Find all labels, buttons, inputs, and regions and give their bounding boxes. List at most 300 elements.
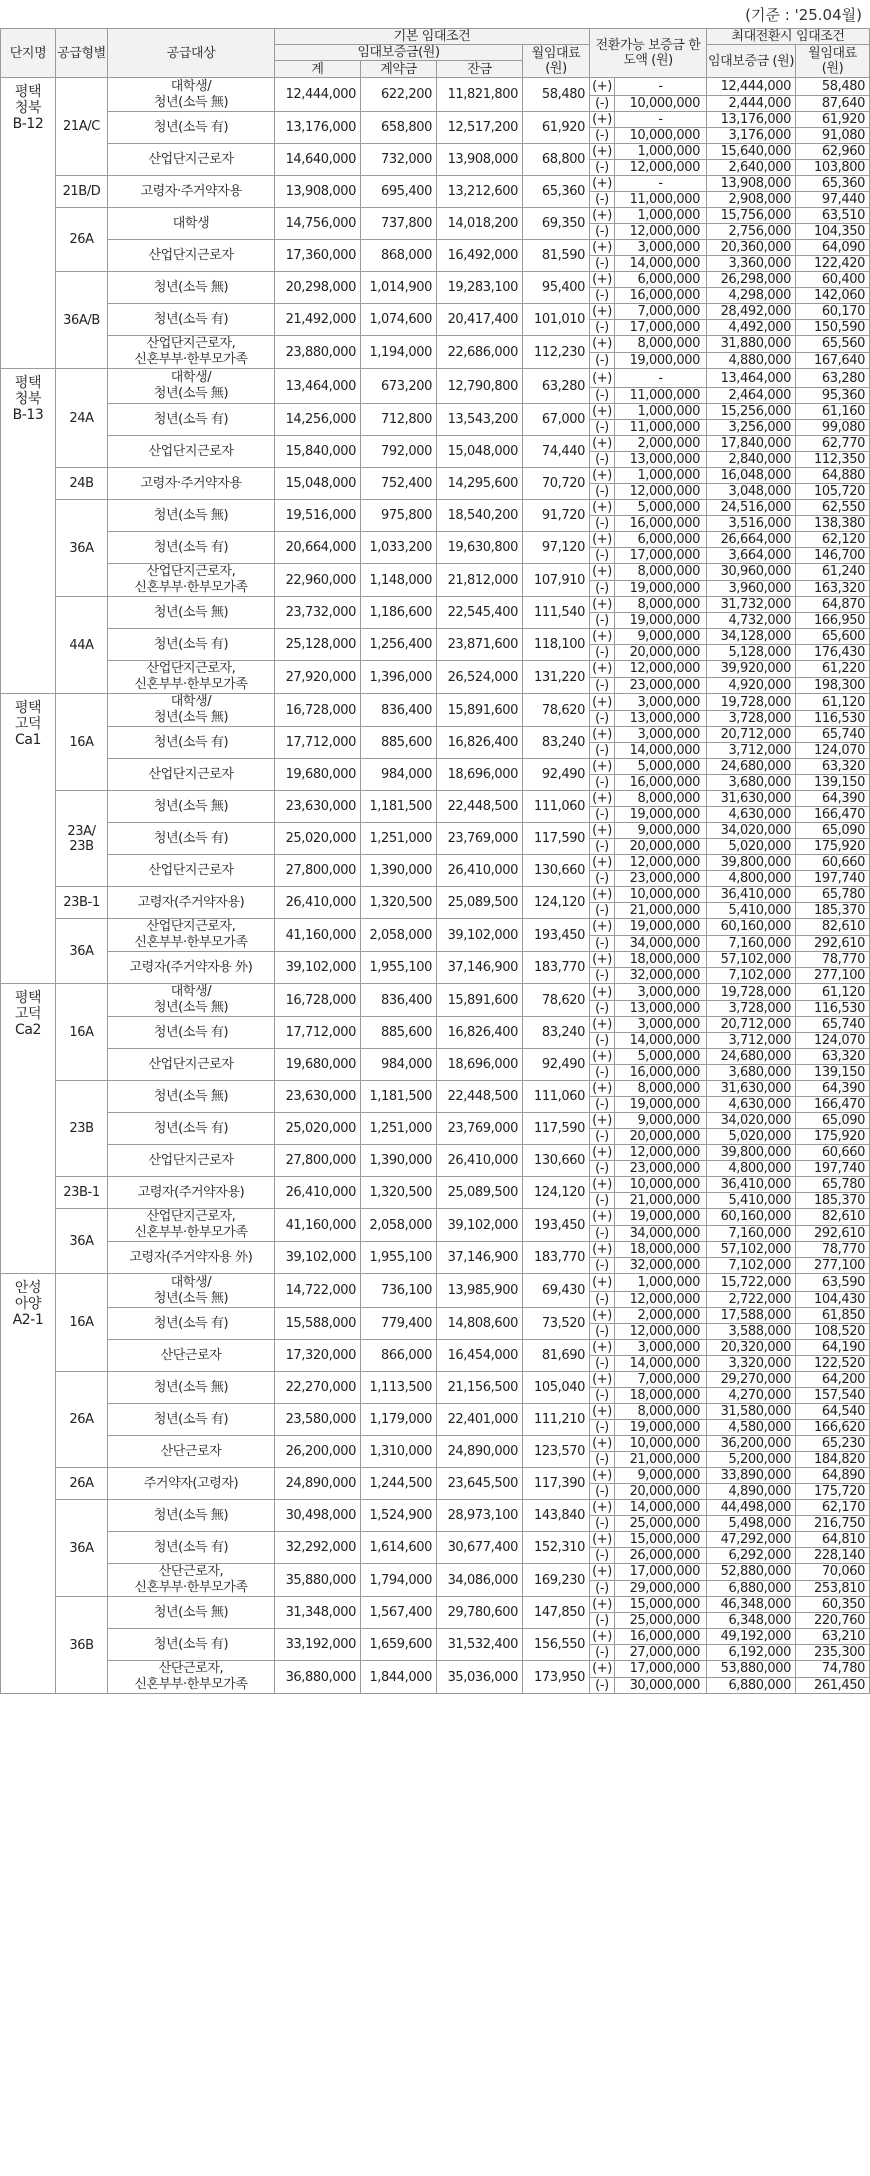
complex-name (1, 984, 56, 1274)
deposit-contract: 1,074,600 (361, 304, 437, 336)
max-deposit-minus: 4,630,000 (707, 1097, 796, 1113)
target-line: 산단근로자, (158, 1661, 224, 1676)
header-deposit-group: 임대보증금(원) (275, 45, 523, 61)
monthly-rent: 68,800 (523, 144, 590, 176)
complex-name-line: 청북 (14, 100, 42, 116)
deposit-total: 17,712,000 (275, 727, 361, 759)
table-row (1, 1500, 870, 1516)
deposit-total: 15,840,000 (275, 436, 361, 468)
convert-minus: 14,000,000 (615, 1356, 707, 1372)
sign-minus: (-) (590, 1001, 615, 1017)
table-row (1, 1532, 870, 1548)
max-rent-plus: 65,560 (796, 336, 870, 353)
sign-minus: (-) (590, 1516, 615, 1532)
supply-type: 16A (56, 694, 108, 791)
sign-minus: (-) (590, 807, 615, 823)
max-deposit-minus: 7,102,000 (707, 1258, 796, 1274)
max-deposit-minus: 3,960,000 (707, 580, 796, 597)
max-rent-minus: 175,920 (796, 839, 870, 855)
deposit-balance: 25,089,500 (437, 887, 523, 919)
convert-minus: 12,000,000 (615, 484, 707, 500)
max-deposit-minus: 3,728,000 (707, 1001, 796, 1017)
deposit-balance: 22,448,500 (437, 1081, 523, 1113)
max-rent-plus: 61,120 (796, 984, 870, 1001)
max-rent-minus: 97,440 (796, 192, 870, 208)
supply-target: 청년(소득 有) (108, 304, 275, 336)
header-max-convert: 최대전환시 임대조건 (707, 29, 870, 45)
monthly-rent: 81,690 (523, 1340, 590, 1372)
convert-minus: 16,000,000 (615, 1065, 707, 1081)
deposit-balance: 18,696,000 (437, 1049, 523, 1081)
target-line: 대학생/ (170, 694, 212, 709)
max-deposit-plus: 39,920,000 (707, 661, 796, 678)
target-line: 신혼부부·한부모가족 (134, 1677, 248, 1692)
convert-minus: 17,000,000 (615, 548, 707, 564)
sign-plus: (+) (590, 176, 615, 192)
max-rent-minus: 220,760 (796, 1613, 870, 1629)
convert-plus: 16,000,000 (615, 1629, 707, 1645)
max-rent-plus: 61,220 (796, 661, 870, 678)
convert-minus: 34,000,000 (615, 935, 707, 952)
table-row (1, 112, 870, 128)
supply-target: 청년(소득 無) (108, 1500, 275, 1532)
convert-plus: 9,000,000 (615, 823, 707, 839)
max-deposit-plus: 24,680,000 (707, 759, 796, 775)
header-type: 공급형별 (56, 29, 108, 78)
sign-minus: (-) (590, 352, 615, 369)
monthly-rent: 130,660 (523, 1145, 590, 1177)
max-deposit-plus: 13,464,000 (707, 369, 796, 388)
convert-minus: 27,000,000 (615, 1645, 707, 1661)
sign-minus: (-) (590, 1097, 615, 1113)
sign-minus: (-) (590, 1225, 615, 1242)
target-line: 대학생/ (170, 1274, 212, 1290)
supply-target: 청년(소득 有) (108, 1629, 275, 1661)
max-rent-minus: 157,540 (796, 1388, 870, 1404)
convert-minus: 11,000,000 (615, 192, 707, 208)
sign-plus: (+) (590, 1436, 615, 1452)
max-rent-minus: 139,150 (796, 1065, 870, 1081)
max-deposit-minus: 4,630,000 (707, 807, 796, 823)
complex-name-line: 고덕 (14, 716, 42, 732)
sign-plus: (+) (590, 1661, 615, 1678)
table-row (1, 759, 870, 775)
deposit-balance: 26,410,000 (437, 1145, 523, 1177)
supply-type: 26A (56, 208, 108, 272)
deposit-contract: 1,148,000 (361, 564, 437, 597)
max-rent-minus: 122,520 (796, 1356, 870, 1372)
target-line: 산업단지근로자, (146, 1209, 236, 1224)
monthly-rent: 152,310 (523, 1532, 590, 1564)
deposit-balance: 22,448,500 (437, 791, 523, 823)
convert-minus: 10,000,000 (615, 96, 707, 112)
monthly-rent: 111,540 (523, 597, 590, 629)
deposit-balance: 35,036,000 (437, 1661, 523, 1694)
deposit-contract: 658,800 (361, 112, 437, 144)
max-deposit-plus: 20,712,000 (707, 727, 796, 743)
sign-minus: (-) (590, 1484, 615, 1500)
convert-minus: 23,000,000 (615, 677, 707, 694)
sign-plus: (+) (590, 1242, 615, 1258)
header-max-deposit: 임대보증금 (원) (707, 45, 796, 78)
deposit-contract: 1,033,200 (361, 532, 437, 564)
table-row (1, 887, 870, 903)
supply-target: 산업단지근로자 (108, 1145, 275, 1177)
deposit-balance: 23,769,000 (437, 823, 523, 855)
sign-plus: (+) (590, 759, 615, 775)
sign-minus: (-) (590, 1388, 615, 1404)
supply-target: 고령자(주거약자용) (108, 1177, 275, 1209)
max-rent-minus: 228,140 (796, 1548, 870, 1564)
deposit-balance: 26,410,000 (437, 855, 523, 887)
deposit-total: 41,160,000 (275, 919, 361, 952)
monthly-rent: 70,720 (523, 468, 590, 500)
convert-plus: 7,000,000 (615, 1372, 707, 1388)
convert-minus: 20,000,000 (615, 645, 707, 661)
max-rent-plus: 60,350 (796, 1597, 870, 1613)
deposit-contract: 1,390,000 (361, 1145, 437, 1177)
table-row (1, 597, 870, 613)
max-deposit-plus: 24,516,000 (707, 500, 796, 516)
supply-target (108, 1661, 275, 1694)
deposit-contract: 1,186,600 (361, 597, 437, 629)
convert-minus: 16,000,000 (615, 516, 707, 532)
deposit-contract: 712,800 (361, 404, 437, 436)
deposit-balance: 34,086,000 (437, 1564, 523, 1597)
supply-type: 36A (56, 500, 108, 597)
max-deposit-minus: 6,292,000 (707, 1548, 796, 1564)
sign-plus: (+) (590, 112, 615, 128)
target-line: 대학생/ (170, 984, 212, 999)
convert-minus: 26,000,000 (615, 1548, 707, 1564)
table-row (1, 1436, 870, 1452)
monthly-rent: 83,240 (523, 727, 590, 759)
supply-target: 주거약자(고령자) (108, 1468, 275, 1500)
complex-name-line: Ca1 (14, 732, 42, 748)
header-rent: 월임대료 (원) (523, 45, 590, 78)
sign-plus: (+) (590, 661, 615, 678)
max-rent-plus: 62,170 (796, 1500, 870, 1516)
convert-minus: 32,000,000 (615, 968, 707, 984)
supply-type: 16A (56, 1274, 108, 1372)
sign-minus: (-) (590, 935, 615, 952)
monthly-rent: 193,450 (523, 919, 590, 952)
convert-plus: 3,000,000 (615, 694, 707, 711)
max-rent-plus: 63,280 (796, 369, 870, 388)
deposit-total: 17,712,000 (275, 1017, 361, 1049)
max-deposit-minus: 4,492,000 (707, 320, 796, 336)
deposit-contract: 1,251,000 (361, 1113, 437, 1145)
convert-minus: 19,000,000 (615, 352, 707, 369)
sign-minus: (-) (590, 1324, 615, 1340)
deposit-balance: 13,543,200 (437, 404, 523, 436)
target-line: 신혼부부·한부모가족 (134, 1225, 248, 1240)
monthly-rent: 130,660 (523, 855, 590, 887)
convert-plus: 2,000,000 (615, 1308, 707, 1324)
convert-plus: 5,000,000 (615, 759, 707, 775)
deposit-balance: 19,283,100 (437, 272, 523, 304)
max-deposit-minus: 6,880,000 (707, 1677, 796, 1694)
deposit-total: 22,960,000 (275, 564, 361, 597)
max-deposit-minus: 3,320,000 (707, 1356, 796, 1372)
sign-minus: (-) (590, 1548, 615, 1564)
sign-plus: (+) (590, 240, 615, 256)
max-deposit-minus: 4,890,000 (707, 1484, 796, 1500)
supply-target: 고령자·주거약자용 (108, 468, 275, 500)
monthly-rent: 63,280 (523, 369, 590, 404)
convert-plus: - (615, 369, 707, 388)
monthly-rent: 124,120 (523, 1177, 590, 1209)
max-rent-plus: 64,390 (796, 1081, 870, 1097)
max-deposit-plus: 15,640,000 (707, 144, 796, 160)
table-row (1, 1564, 870, 1581)
sign-plus: (+) (590, 1209, 615, 1226)
deposit-balance: 13,985,900 (437, 1274, 523, 1308)
max-deposit-minus: 6,192,000 (707, 1645, 796, 1661)
deposit-total: 16,728,000 (275, 694, 361, 727)
supply-type: 44A (56, 597, 108, 694)
convert-minus: 19,000,000 (615, 1420, 707, 1436)
max-rent-minus: 277,100 (796, 968, 870, 984)
deposit-balance: 37,146,900 (437, 1242, 523, 1274)
table-row (1, 1597, 870, 1613)
max-deposit-plus: 36,410,000 (707, 887, 796, 903)
table-row (1, 1145, 870, 1161)
deposit-total: 27,800,000 (275, 1145, 361, 1177)
max-rent-plus: 78,770 (796, 952, 870, 968)
table-row (1, 1340, 870, 1356)
convert-minus: 10,000,000 (615, 128, 707, 144)
max-rent-minus: 166,950 (796, 613, 870, 629)
monthly-rent: 117,390 (523, 1468, 590, 1500)
supply-target (108, 661, 275, 694)
max-deposit-plus: 34,020,000 (707, 823, 796, 839)
complex-name-line: 청북 (14, 391, 42, 407)
deposit-balance: 21,812,000 (437, 564, 523, 597)
sign-plus: (+) (590, 1564, 615, 1581)
deposit-total: 20,298,000 (275, 272, 361, 304)
table-row (1, 176, 870, 192)
max-rent-minus: 261,450 (796, 1677, 870, 1694)
max-deposit-minus: 2,444,000 (707, 96, 796, 112)
max-rent-plus: 63,320 (796, 1049, 870, 1065)
deposit-balance: 12,517,200 (437, 112, 523, 144)
sign-minus: (-) (590, 613, 615, 629)
max-deposit-plus: 20,360,000 (707, 240, 796, 256)
monthly-rent: 92,490 (523, 759, 590, 791)
max-deposit-plus: 36,410,000 (707, 1177, 796, 1193)
max-deposit-plus: 36,200,000 (707, 1436, 796, 1452)
max-rent-plus: 62,550 (796, 500, 870, 516)
supply-target (108, 694, 275, 727)
max-deposit-plus: 53,880,000 (707, 1661, 796, 1678)
max-rent-plus: 62,770 (796, 436, 870, 452)
monthly-rent: 118,100 (523, 629, 590, 661)
deposit-contract: 885,600 (361, 1017, 437, 1049)
sign-minus: (-) (590, 484, 615, 500)
supply-type: 23B-1 (56, 1177, 108, 1209)
supply-type: 36A (56, 1209, 108, 1274)
sign-plus: (+) (590, 1308, 615, 1324)
monthly-rent: 101,010 (523, 304, 590, 336)
rental-conditions-table (0, 28, 870, 1694)
max-deposit-plus: 26,664,000 (707, 532, 796, 548)
max-rent-plus: 65,090 (796, 823, 870, 839)
supply-target (108, 78, 275, 112)
sign-plus: (+) (590, 1145, 615, 1161)
complex-name-line: B-12 (12, 116, 44, 132)
deposit-contract: 695,400 (361, 176, 437, 208)
convert-plus: 17,000,000 (615, 1661, 707, 1678)
sign-plus: (+) (590, 694, 615, 711)
convert-minus: 14,000,000 (615, 256, 707, 272)
deposit-balance: 16,454,000 (437, 1340, 523, 1372)
supply-target: 고령자(주거약자용) (108, 887, 275, 919)
max-rent-plus: 60,170 (796, 304, 870, 320)
max-deposit-minus: 3,516,000 (707, 516, 796, 532)
convert-plus: 8,000,000 (615, 336, 707, 353)
deposit-balance: 21,156,500 (437, 1372, 523, 1404)
deposit-contract: 1,614,600 (361, 1532, 437, 1564)
sign-minus: (-) (590, 224, 615, 240)
sign-minus: (-) (590, 192, 615, 208)
max-deposit-minus: 2,464,000 (707, 388, 796, 404)
monthly-rent: 69,430 (523, 1274, 590, 1308)
supply-target: 청년(소득 有) (108, 823, 275, 855)
sign-minus: (-) (590, 1613, 615, 1629)
max-deposit-plus: 52,880,000 (707, 1564, 796, 1581)
table-row (1, 984, 870, 1001)
table-row (1, 791, 870, 807)
deposit-contract: 975,800 (361, 500, 437, 532)
max-deposit-plus: 15,756,000 (707, 208, 796, 224)
table-row (1, 1308, 870, 1324)
sign-minus: (-) (590, 256, 615, 272)
max-deposit-minus: 2,722,000 (707, 1292, 796, 1308)
complex-name-line: 평택 (14, 990, 42, 1006)
deposit-total: 13,464,000 (275, 369, 361, 404)
sign-minus: (-) (590, 388, 615, 404)
supply-type: 36A (56, 1500, 108, 1597)
max-deposit-plus: 31,580,000 (707, 1404, 796, 1420)
max-rent-plus: 61,240 (796, 564, 870, 581)
monthly-rent: 143,840 (523, 1500, 590, 1532)
sign-plus: (+) (590, 855, 615, 871)
table-row (1, 727, 870, 743)
supply-type: 24A (56, 369, 108, 468)
sign-plus: (+) (590, 272, 615, 288)
convert-minus: 25,000,000 (615, 1516, 707, 1532)
convert-minus: 32,000,000 (615, 1258, 707, 1274)
max-deposit-plus: 19,728,000 (707, 694, 796, 711)
table-row (1, 1404, 870, 1420)
max-deposit-minus: 7,160,000 (707, 1225, 796, 1242)
deposit-balance: 15,891,600 (437, 694, 523, 727)
table-row (1, 1113, 870, 1129)
table-header (1, 29, 870, 78)
table-row (1, 1372, 870, 1388)
max-deposit-minus: 4,580,000 (707, 1420, 796, 1436)
monthly-rent: 112,230 (523, 336, 590, 369)
max-rent-minus: 99,080 (796, 420, 870, 436)
table-body (1, 78, 870, 1694)
max-deposit-plus: 17,840,000 (707, 436, 796, 452)
deposit-balance: 16,826,400 (437, 1017, 523, 1049)
max-deposit-plus: 20,320,000 (707, 1340, 796, 1356)
supply-type: 21B/D (56, 176, 108, 208)
max-deposit-minus: 4,920,000 (707, 677, 796, 694)
convert-plus: 1,000,000 (615, 1274, 707, 1292)
complex-name-line: B-13 (12, 407, 44, 423)
deposit-total: 14,640,000 (275, 144, 361, 176)
deposit-total: 19,680,000 (275, 1049, 361, 1081)
supply-target: 청년(소득 有) (108, 1532, 275, 1564)
convert-minus: 30,000,000 (615, 1677, 707, 1694)
max-rent-minus: 292,610 (796, 935, 870, 952)
supply-target: 산단근로자 (108, 1340, 275, 1372)
sign-plus: (+) (590, 629, 615, 645)
sign-minus: (-) (590, 1033, 615, 1049)
max-rent-plus: 65,740 (796, 1017, 870, 1033)
deposit-balance: 13,212,600 (437, 176, 523, 208)
convert-plus: 1,000,000 (615, 468, 707, 484)
max-deposit-minus: 4,298,000 (707, 288, 796, 304)
max-rent-plus: 74,780 (796, 1661, 870, 1678)
convert-minus: 25,000,000 (615, 1613, 707, 1629)
supply-target (108, 564, 275, 597)
max-rent-minus: 116,530 (796, 1001, 870, 1017)
convert-minus: 14,000,000 (615, 743, 707, 759)
deposit-total: 26,410,000 (275, 1177, 361, 1209)
convert-minus: 13,000,000 (615, 711, 707, 727)
sign-minus: (-) (590, 420, 615, 436)
header-row-1 (1, 29, 870, 45)
max-rent-minus: 87,640 (796, 96, 870, 112)
deposit-contract: 1,794,000 (361, 1564, 437, 1597)
max-rent-plus: 64,880 (796, 468, 870, 484)
max-rent-plus: 63,210 (796, 1629, 870, 1645)
max-rent-plus: 60,660 (796, 1145, 870, 1161)
convert-minus: 19,000,000 (615, 580, 707, 597)
supply-target: 청년(소득 有) (108, 1113, 275, 1145)
supply-target: 청년(소득 有) (108, 727, 275, 759)
max-rent-plus: 65,780 (796, 1177, 870, 1193)
max-deposit-minus: 2,756,000 (707, 224, 796, 240)
max-deposit-minus: 4,800,000 (707, 871, 796, 887)
max-deposit-minus: 3,712,000 (707, 1033, 796, 1049)
max-deposit-minus: 3,664,000 (707, 548, 796, 564)
max-rent-plus: 61,160 (796, 404, 870, 420)
deposit-balance: 19,630,800 (437, 532, 523, 564)
deposit-total: 25,020,000 (275, 823, 361, 855)
max-deposit-plus: 39,800,000 (707, 855, 796, 871)
deposit-contract: 736,100 (361, 1274, 437, 1308)
max-rent-minus: 108,520 (796, 1324, 870, 1340)
monthly-rent: 105,040 (523, 1372, 590, 1404)
supply-target: 고령자(주거약자용 外) (108, 1242, 275, 1274)
table-row (1, 144, 870, 160)
sign-plus: (+) (590, 1177, 615, 1193)
max-deposit-minus: 4,800,000 (707, 1161, 796, 1177)
sign-minus: (-) (590, 320, 615, 336)
supply-type: 23B-1 (56, 887, 108, 919)
max-deposit-plus: 26,298,000 (707, 272, 796, 288)
max-deposit-minus: 5,020,000 (707, 839, 796, 855)
table-row (1, 500, 870, 516)
deposit-contract: 984,000 (361, 1049, 437, 1081)
max-deposit-plus: 49,192,000 (707, 1629, 796, 1645)
deposit-contract: 2,058,000 (361, 1209, 437, 1242)
